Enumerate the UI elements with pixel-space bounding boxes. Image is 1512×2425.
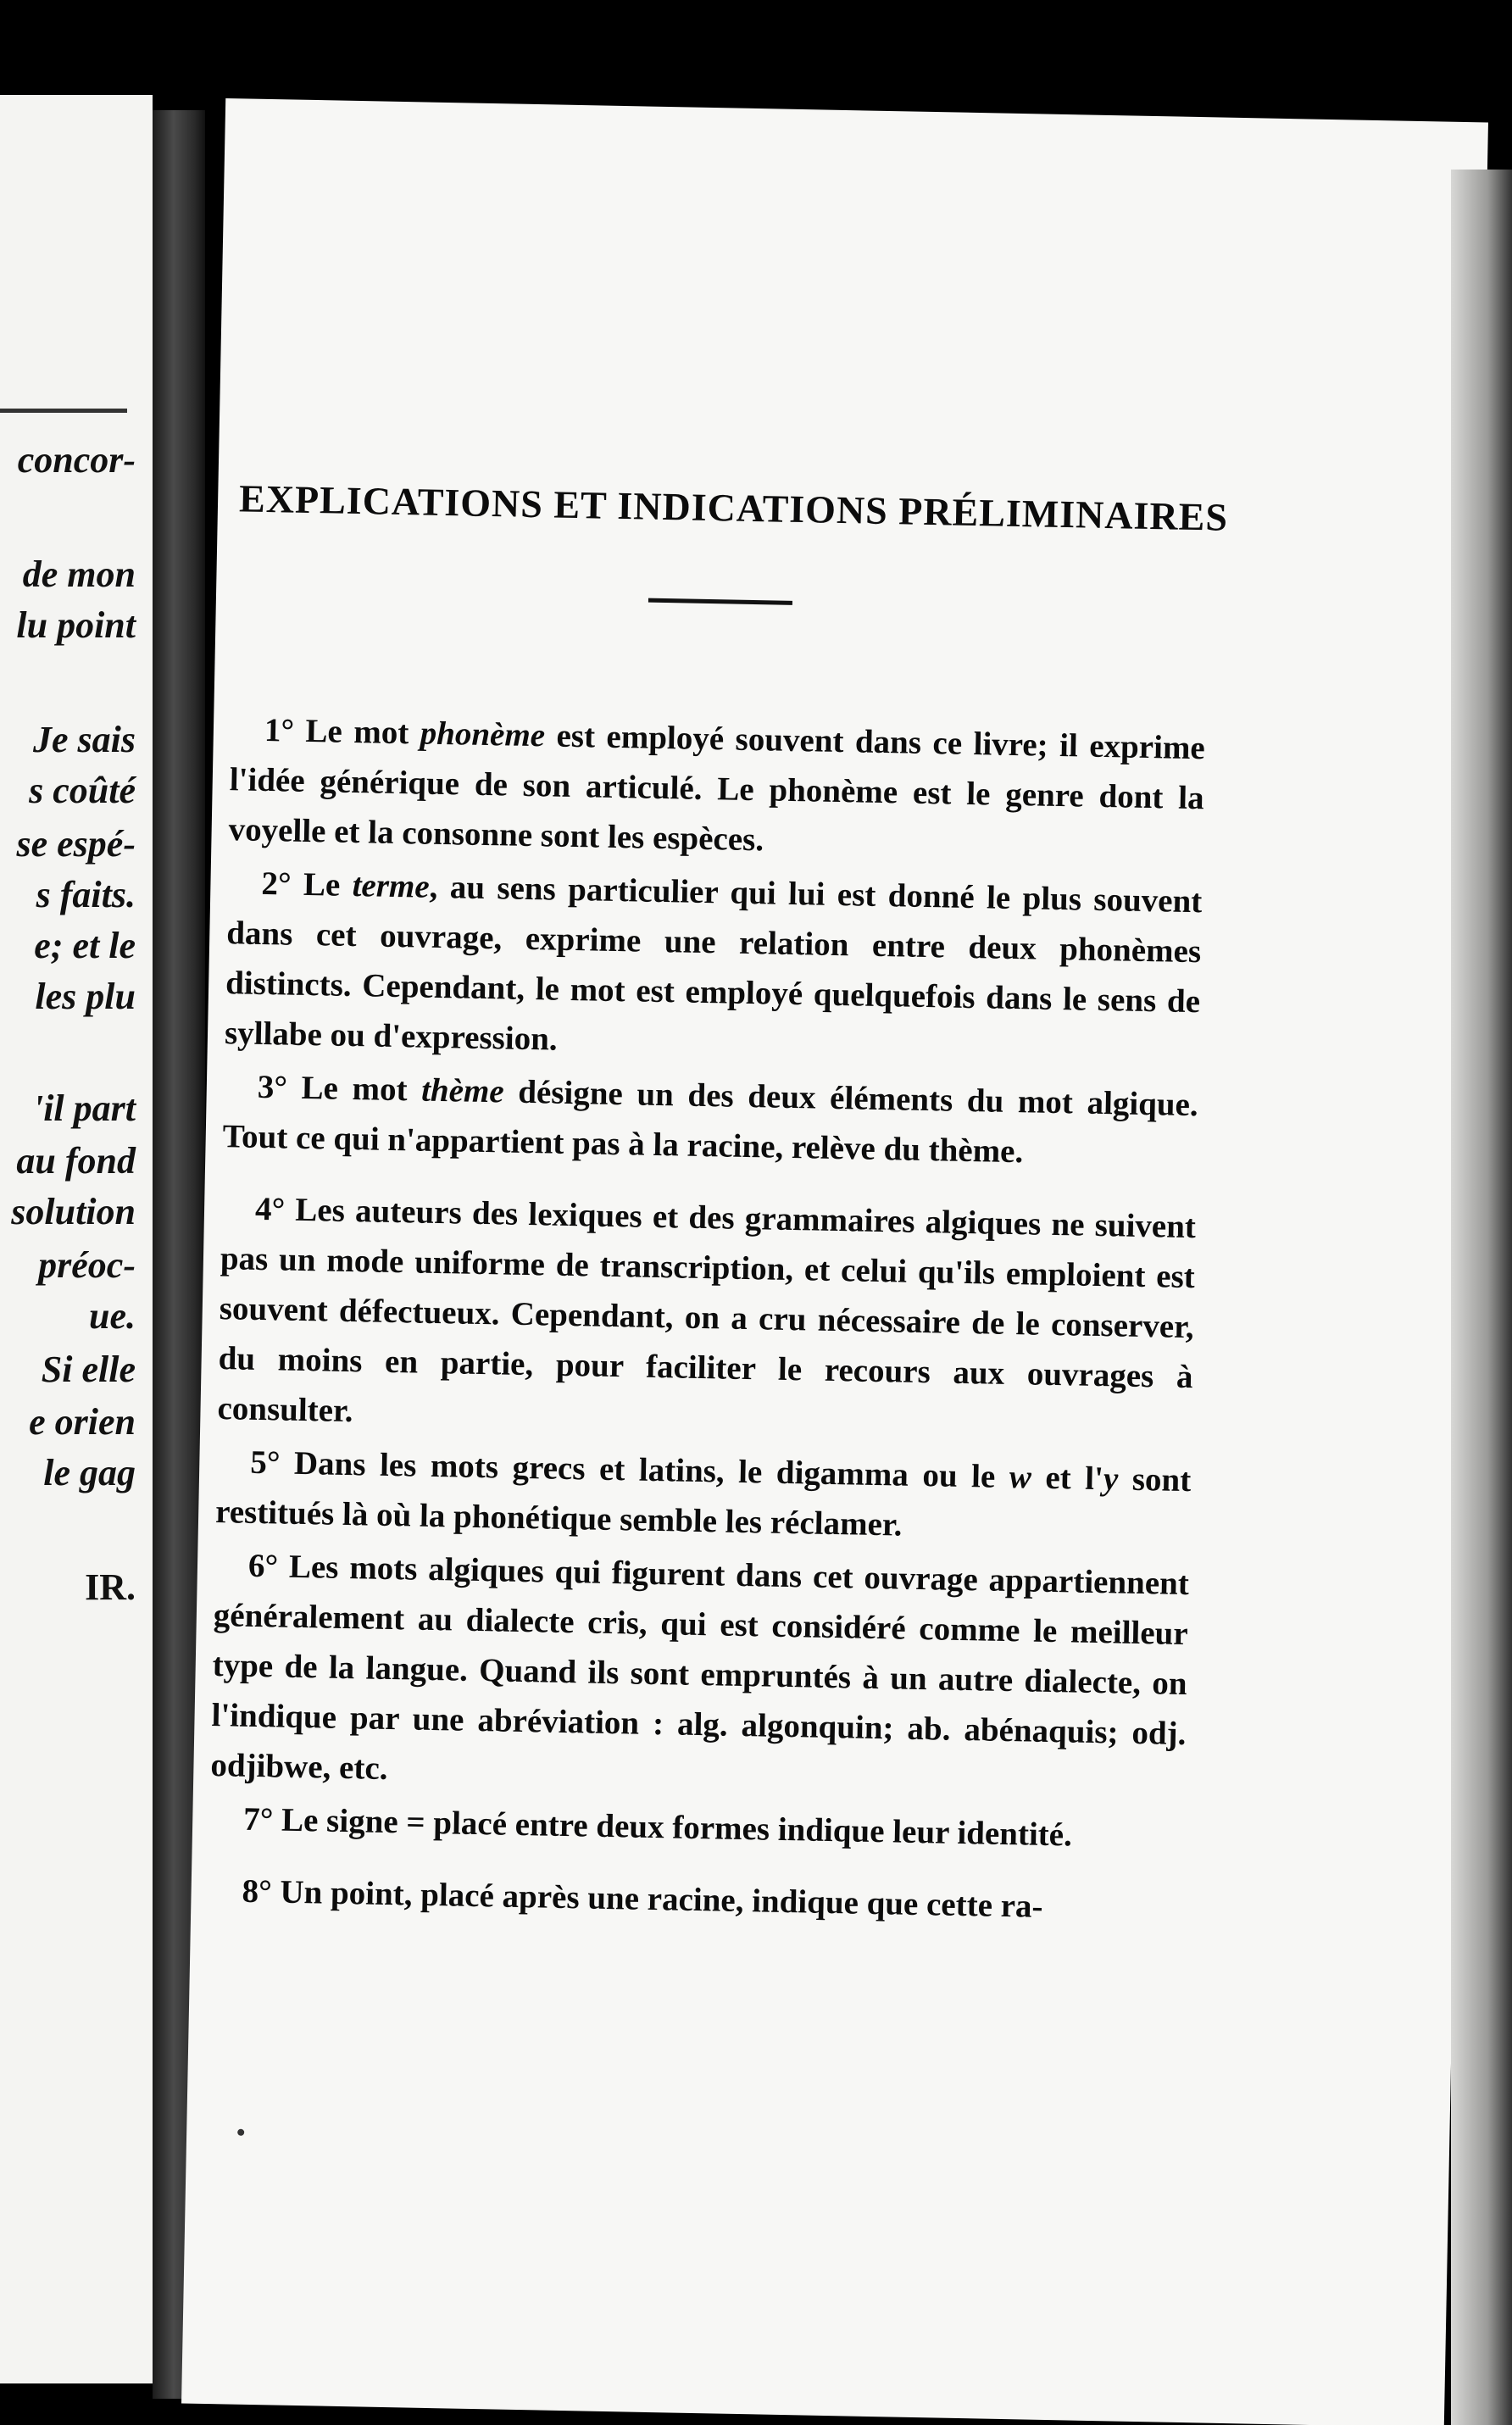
page-title: EXPLICATIONS ET INDICATIONS PRÉLIMINAIRES: [238, 476, 1229, 539]
previous-page-fragment: lu point: [16, 604, 136, 646]
previous-page-fragment: se espé-: [16, 823, 136, 865]
paragraph-6: 6° Les mots algiques qui figurent dans cet ouvrage appartiennent généralement au dialecte cris, qui est considéré comme le meilleur type de la langue. Quand ils sont empruntés à un autre dialecte, on l'indique par une abréviation : alg. algonquin; ab. abénaquis; odj. odjibwe, etc.: [210, 1547, 1190, 1787]
previous-page-fragment: Si elle: [41, 1349, 136, 1390]
previous-page-fragment: IR.: [85, 1566, 136, 1608]
paragraph-3: 3° Le mot thème désigne un des deux éléments du mot algique. Tout ce qui n'appartient pas à la racine, relève du thème.: [222, 1068, 1199, 1171]
previous-page-fragment: concor-: [17, 439, 136, 481]
previous-page-fragment: e orien: [29, 1401, 136, 1443]
book-page: [181, 98, 1488, 2425]
body-text: [208, 704, 1205, 1938]
previous-page-edge: [0, 95, 153, 2383]
previous-page-fragment: les plu: [35, 976, 136, 1017]
previous-page-fragment: solution: [11, 1191, 136, 1232]
previous-page-fragment: au fond: [16, 1140, 136, 1182]
previous-page-fragment: 'il part: [32, 1087, 136, 1129]
paragraph-8: 8° Un point, placé après une racine, indique que cette ra-: [242, 1872, 1043, 1925]
paragraph-4: 4° Les auteurs des lexiques et des grammaires algiques ne suivent pas un mode uniforme de transcription, et celui qu'ils emploient est souvent défectueux. Cependant, on a cru nécessaire de le conserver, du moins en partie, pour faciliter le recours aux ouvrages à consulter.: [217, 1190, 1197, 1430]
previous-page-rule: [0, 409, 127, 413]
paragraph-7: 7° Le signe = placé entre deux formes indique leur identité.: [242, 1800, 1073, 1854]
previous-page-fragment: s faits.: [36, 874, 136, 915]
previous-page-fragment: Je sais: [33, 719, 136, 760]
paragraph-5: 5° Dans les mots grecs et latins, le digamma ou le w et l'y sont restitués là où la phonétique semble les réclamer.: [214, 1443, 1192, 1543]
title-rule: [648, 598, 792, 605]
paragraph-2: 2° Le terme, au sens particulier qui lui est donné le plus souvent dans cet ouvrage, exprime une relation entre deux phonèmes distincts. Cependant, le mot est employé quelquefois dans le sens de syllabe ou d'expression.: [224, 865, 1203, 1058]
previous-page-fragment: préoc-: [38, 1244, 136, 1286]
paragraph-1: 1° Le mot phonème est employé souvent dans ce livre; il exprime l'idée générique de son articulé. Le phonème est le genre dont la voyelle et la consonne sont les espèces.: [228, 711, 1206, 859]
page-speck: [237, 2129, 244, 2136]
page-edge-right: [1451, 170, 1512, 2425]
previous-page-fragment: ue.: [89, 1295, 136, 1337]
previous-page-fragment: s coûté: [29, 770, 136, 811]
previous-page-fragment: e; et le: [34, 925, 136, 966]
previous-page-fragment: de mon: [22, 553, 136, 595]
previous-page-fragment: le gag: [43, 1452, 136, 1493]
